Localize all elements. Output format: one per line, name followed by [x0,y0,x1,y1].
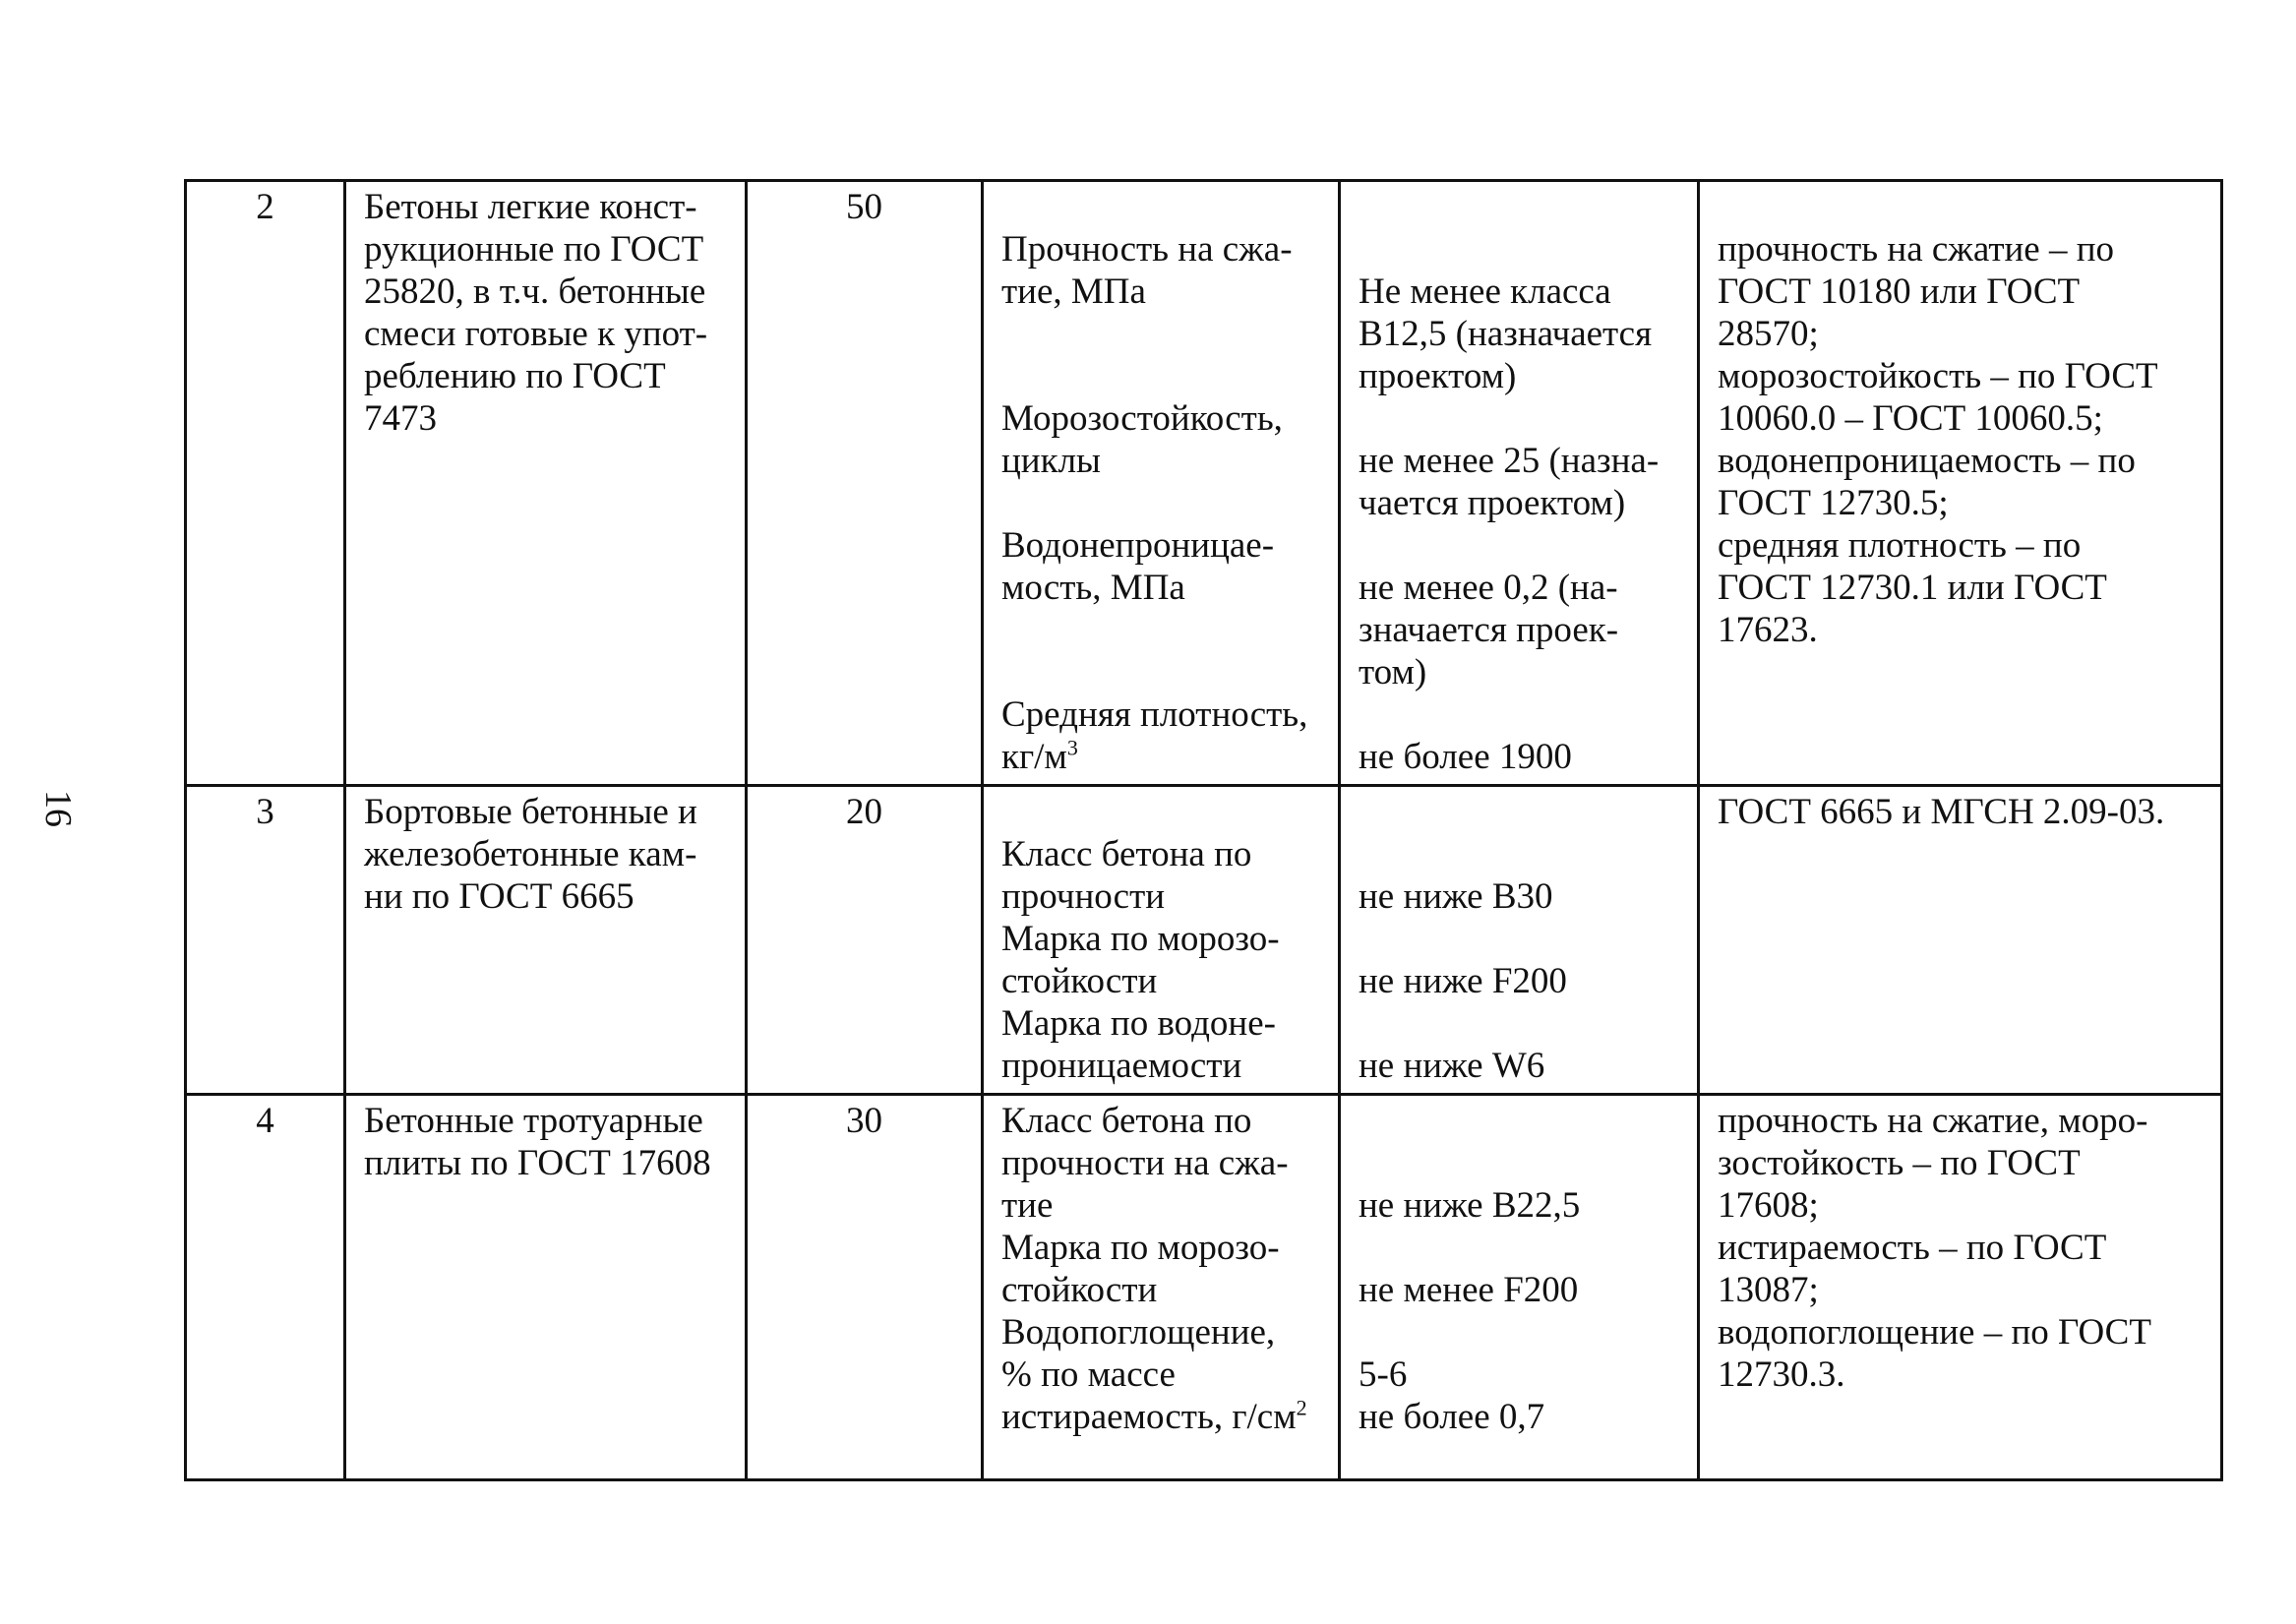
product-line: реблению по ГОСТ [364,356,666,396]
method-line: средняя плотность – по [1718,525,2082,566]
percent-cell: 30 [747,1095,983,1480]
value-line: не ниже W6 [1359,1046,1545,1086]
product-line: Бетонные тротуарные [364,1101,703,1141]
product-line: 7473 [364,398,437,439]
product-line: железобетонные кам- [364,834,697,874]
parameter-line: Средняя плотность, [1001,694,1308,735]
parameter-line: Водопоглощение, [1001,1312,1276,1353]
method-line: 17623. [1718,610,1818,650]
method-line: зостойкость – по ГОСТ [1718,1143,2081,1183]
unit-text: истираемость, г/см [1001,1397,1297,1437]
unit-superscript: 3 [1066,735,1078,760]
value-line: том) [1359,652,1427,692]
value-line: значается проек- [1359,610,1619,650]
parameter-line [1001,736,1320,778]
product-cell [345,1095,747,1480]
method-line: водонепроницаемость – по [1718,441,2136,481]
product-line: 25820, в т.ч. бетонные [364,271,706,312]
method-line: ГОСТ 10180 или ГОСТ [1718,271,2081,312]
method-line: 28570; [1718,314,1819,354]
method-line: ГОСТ 12730.5; [1718,483,1949,523]
value-line: чается проектом) [1359,483,1626,523]
method-line: водопоглощение – по ГОСТ [1718,1312,2151,1353]
method-line: прочность на сжатие, моро- [1718,1101,2148,1141]
method-line: истираемость – по ГОСТ [1718,1228,2107,1268]
table-row [186,1095,2222,1480]
value-line: В12,5 (назначается [1359,314,1653,354]
method-line: ГОСТ 12730.1 или ГОСТ [1718,568,2107,608]
parameter-line: Водонепроницае- [1001,525,1275,566]
parameter-line: Марка по морозо- [1001,919,1280,959]
values-cell [1340,1095,1699,1480]
parameter-line: тие [1001,1185,1054,1226]
product-line: Бортовые бетонные и [364,792,697,832]
parameter-line [1001,1396,1320,1438]
parameter-line: Класс бетона по [1001,834,1252,874]
value-line: Не менее класса [1359,271,1611,312]
materials-spec-table [184,179,2223,1481]
method-line: 13087; [1718,1270,1819,1310]
parameter-line: % по массе [1001,1354,1176,1395]
value-line: не более 1900 [1359,737,1572,777]
values-cell [1340,786,1699,1095]
parameter-line: тие, МПа [1001,271,1146,312]
value-line: не менее 25 (назна- [1359,441,1660,481]
row-number: 2 [186,181,345,786]
row-number: 4 [186,1095,345,1480]
parameter-line: стойкости [1001,961,1158,1001]
product-line: ни по ГОСТ 6665 [364,876,634,917]
test-methods-cell [1699,181,2222,786]
percent-cell: 20 [747,786,983,1095]
table-row [186,786,2222,1095]
value-line: 5-6 [1359,1354,1408,1395]
page-number: 16 [37,790,79,827]
parameter-line: Марка по водоне- [1001,1003,1276,1044]
product-line: плиты по ГОСТ 17608 [364,1143,711,1183]
value-line: не ниже В30 [1359,876,1553,917]
parameter-line: Прочность на сжа- [1001,229,1293,270]
unit-text: кг/м [1001,737,1067,777]
values-cell [1340,181,1699,786]
parameter-line: Класс бетона по [1001,1101,1252,1141]
row-number: 3 [186,786,345,1095]
test-methods-cell [1699,786,2222,1095]
parameter-line: прочности на сжа- [1001,1143,1289,1183]
product-cell [345,786,747,1095]
method-line: 17608; [1718,1185,1819,1226]
value-line: не ниже В22,5 [1359,1185,1581,1226]
product-line: Бетоны легкие конст- [364,187,697,227]
value-line: не менее F200 [1359,1270,1579,1310]
parameter-line: прочности [1001,876,1166,917]
parameter-line: мость, МПа [1001,568,1185,608]
method-line: 12730.3. [1718,1354,1845,1395]
test-methods-cell [1699,1095,2222,1480]
parameter-line: Морозостойкость, [1001,398,1283,439]
product-line: смеси готовые к упот- [364,314,708,354]
product-cell [345,181,747,786]
product-line: рукционные по ГОСТ [364,229,704,270]
parameter-line: Марка по морозо- [1001,1228,1280,1268]
table-row [186,181,2222,786]
unit-superscript: 2 [1296,1395,1307,1420]
value-line: не ниже F200 [1359,961,1567,1001]
value-line: не менее 0,2 (на- [1359,568,1618,608]
method-line: прочность на сжатие – по [1718,229,2115,270]
parameter-line: стойкости [1001,1270,1158,1310]
value-line: не более 0,7 [1359,1397,1545,1437]
method-line: морозостойкость – по ГОСТ [1718,356,2158,396]
parameter-line: циклы [1001,441,1101,481]
parameters-cell [983,786,1340,1095]
value-line: проектом) [1359,356,1517,396]
parameters-cell [983,181,1340,786]
parameters-cell [983,1095,1340,1480]
method-line: ГОСТ 6665 и МГСН 2.09-03. [1718,792,2165,832]
percent-cell: 50 [747,181,983,786]
parameter-line: проницаемости [1001,1046,1242,1086]
method-line: 10060.0 – ГОСТ 10060.5; [1718,398,2103,439]
